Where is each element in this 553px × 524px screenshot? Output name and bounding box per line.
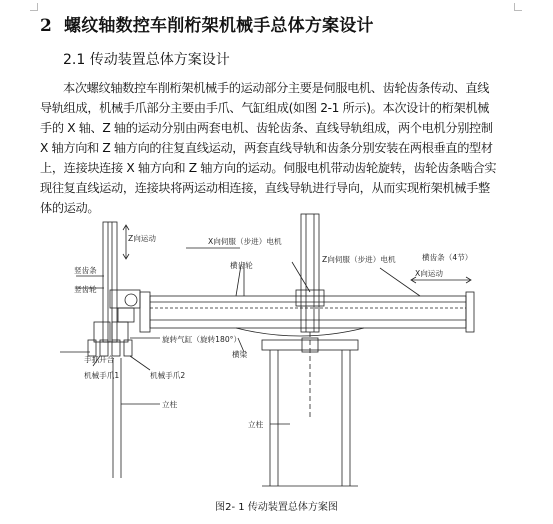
paragraph-line: 本次螺纹轴数控车削桁架机械手的运动部分主要是伺服电机、齿轮齿条传动、直线 [63, 81, 490, 95]
vertical-rack-label: 竖齿条 [74, 266, 97, 275]
cross-gear-label: 横齿轮 [230, 261, 253, 270]
z-motion-label: Z向运动 [128, 234, 156, 243]
rotary-cylinder-label: 旋转气缸（旋转180°） [162, 335, 242, 344]
vertical-gear [125, 294, 137, 306]
cross-rack-label: 横齿条（4节） [422, 253, 473, 262]
paragraph-line: 体的运动。 [40, 201, 100, 215]
paragraph-line: 导轨组成，机械手爪部分主要由手爪、气缸组成(如图 2-1 所示)。本次设计的桁架机械 [40, 101, 490, 115]
x-motion-label: X向运动 [415, 269, 443, 278]
paragraph-line: X 轴方向和 Z 轴方向的往复直线运动，两套直线导轨和齿条分别安装在两根垂直的型材 [40, 141, 493, 155]
paragraph-line: 现往复直线运动，连接块将两运动相连接，直线导轨进行导向，从而实现桁架机械手整 [40, 181, 490, 195]
section-title: 螺纹轴数控车削桁架机械手总体方案设计 [64, 16, 374, 36]
gripper2-label: 机械手爪2 [150, 371, 186, 380]
left-column-label: 立柱 [162, 400, 178, 409]
crossbeam [150, 296, 466, 328]
figure-caption: 图2- 1 传动装置总体方案图 [215, 502, 338, 513]
paragraph-line: 手的 X 轴、Z 轴的运动分别由两套电机、齿轮齿条、直线导轨组成，两个电机分别控制 [40, 121, 493, 135]
right-z-column [301, 214, 319, 332]
right-column-label: 立柱 [248, 420, 264, 429]
vertical-gear-label: 竖齿轮 [74, 285, 97, 294]
z-servo-label: Z向伺服（步进）电机 [322, 255, 396, 264]
crossbeam-label: 横梁 [232, 350, 248, 359]
x-servo-label: X向伺服（步进）电机 [208, 237, 282, 246]
gripper-open-label: 手抓开合 [84, 355, 115, 364]
subsection-heading: 2.1 传动装置总体方案设计 [63, 52, 230, 68]
gripper1-label: 机械手爪1 [84, 371, 120, 380]
paragraph-line: 上，连接块连接 X 轴方向和 Z 轴方向的运动。伺服电机带动齿轮旋转，齿轮齿条啮合实 [40, 161, 497, 175]
section-number: 2 [40, 16, 53, 36]
